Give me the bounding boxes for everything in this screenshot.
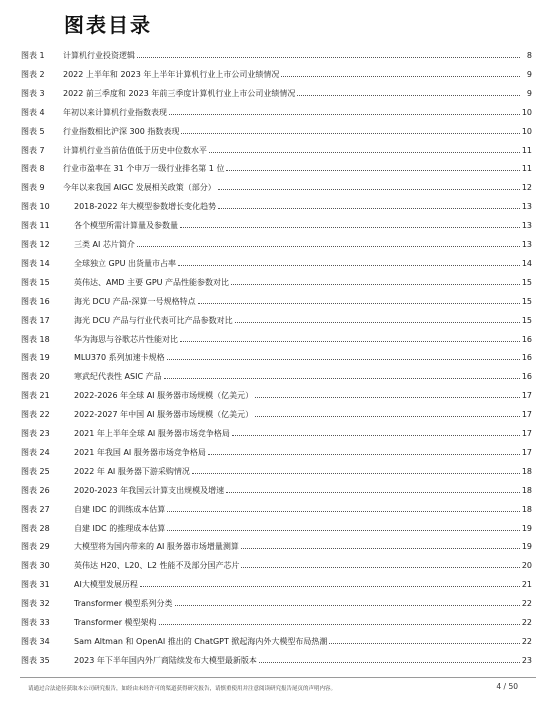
toc-entry-link[interactable] [74,559,532,573]
toc-entry-link[interactable] [74,540,532,554]
dot-leader [281,76,520,77]
toc-entry-title: 三类 AI 芯片简介 [74,240,135,249]
toc-page-number: 23 [521,655,532,665]
toc-page-number: 15 [521,296,532,306]
dot-leader [255,416,520,417]
toc-row[interactable] [0,370,556,384]
toc-figure-label: 图表 21 [21,391,50,401]
dot-leader [181,133,519,134]
toc-page-number: 12 [521,183,532,193]
toc-page-number: 19 [521,542,532,552]
toc-figure-label: 图表 9 [21,183,45,193]
toc-figure-label: 图表 16 [21,296,50,306]
toc-figure-label: 图表 12 [21,240,50,249]
toc-row[interactable] [0,654,556,668]
dot-leader [241,567,519,568]
dot-leader [209,152,520,153]
toc-figure-label: 图表 33 [21,618,50,627]
toc-figure-label: 图表 31 [21,580,50,590]
dot-leader [140,586,520,587]
toc-entry-title: Sam Altman 和 OpenAI 推出的 ChatGPT 掀起海内外大模型布局热潮 [74,636,328,646]
toc-page-number: 20 [521,561,532,571]
toc-row[interactable] [0,578,556,592]
dot-leader [329,643,519,644]
dot-leader [159,624,520,625]
toc-figure-label: 图表 22 [21,410,50,420]
toc-entry-title: 全球独立 GPU 出货量市占率 [74,258,176,268]
toc-page-number: 9 [526,69,532,79]
toc-figure-label: 图表 24 [21,447,50,457]
toc-entry-link[interactable] [74,578,532,592]
toc-row[interactable] [0,427,556,441]
toc-row[interactable] [0,162,556,176]
toc-entry-title: 英伟达、AMD 主要 GPU 产品性能参数对比 [74,277,230,287]
toc-figure-label: 图表 23 [21,429,50,438]
page-title: 图表目录 [64,13,152,37]
toc-page-number: 8 [526,51,532,60]
toc-entry-link[interactable] [74,635,532,649]
toc-entry-title: 计算机行业投资逻辑 [63,51,135,60]
toc-row[interactable] [0,49,556,63]
toc-row[interactable] [0,106,556,120]
toc-entry-title: 2021 年我国 AI 服务器市场竞争格局 [74,447,206,457]
dot-leader [297,95,520,96]
toc-entry-title: 自建 IDC 的训练成本估算 [74,504,166,514]
toc-figure-label: 图表 3 [21,88,45,98]
toc-entry-link[interactable] [74,389,532,403]
dot-leader [164,378,520,379]
toc-entry-link[interactable] [74,295,532,309]
toc-page-number: 13 [521,202,532,212]
toc-row[interactable] [0,144,556,158]
toc-page-number: 11 [521,164,532,174]
dot-leader [175,605,520,606]
toc-page-number: 14 [521,258,532,268]
toc-page-number: 9 [526,88,532,98]
toc-entry-title: 英伟达 H20、L20、L2 性能不及部分国产芯片 [74,561,240,571]
dot-leader [137,246,520,247]
toc-figure-label: 图表 32 [21,599,50,609]
toc-entry-title: 寒武纪代表性 ASIC 产品 [74,372,162,382]
toc-figure-label: 图表 4 [21,107,45,117]
dot-leader [192,473,520,474]
toc-page-number: 17 [521,447,532,457]
dot-leader [137,57,520,58]
toc-row[interactable] [0,351,556,365]
toc-entry-title: Transformer 模型架构 [74,618,157,627]
toc-entry-title: 2023 年下半年国内外厂商陆续发布大模型最新版本 [74,655,257,665]
toc-page-number: 21 [521,580,532,590]
toc-figure-label: 图表 35 [21,655,50,665]
toc-entry-title: 今年以来我国 AIGC 发展相关政策（部分） [63,183,216,193]
toc-page-number: 17 [521,429,532,438]
toc-figure-label: 图表 11 [21,221,50,231]
toc-entry-title: 2022-2027 年中国 AI 服务器市场规模（亿美元） [74,410,254,420]
dot-leader [167,359,520,360]
toc-entry-link[interactable] [74,446,532,460]
toc-row[interactable] [0,68,556,82]
dot-leader [226,492,520,493]
toc-row[interactable] [0,257,556,271]
toc-page-number: 18 [521,466,532,476]
toc-row[interactable] [0,522,556,536]
dot-leader [167,530,520,531]
toc-figure-label: 图表 19 [21,353,50,363]
toc-entry-link[interactable] [74,351,532,365]
toc-entry-title: 2022 前三季度和 2023 年前三季度计算机行业上市公司业绩情况 [63,88,296,98]
toc-entry-title: 行业市盈率在 31 个申万一级行业排名第 1 位 [63,164,225,174]
toc-entry-title: 年初以来计算机行业指数表现 [63,107,167,117]
toc-page-number: 22 [521,599,532,609]
toc-entry-link[interactable] [74,370,532,384]
toc-row[interactable] [0,559,556,573]
toc-entry-link[interactable] [74,238,532,252]
footer-divider [20,677,536,678]
toc-page-number: 17 [521,410,532,420]
toc-entry-link[interactable] [74,616,532,630]
dot-leader [235,322,520,323]
toc-entry-link[interactable] [74,219,532,233]
toc-entry-link[interactable] [74,333,532,347]
dot-leader [169,114,520,115]
toc-entry-title: 自建 IDC 的推理成本估算 [74,523,166,533]
toc-entry-link[interactable] [74,522,532,536]
toc-figure-label: 图表 28 [21,523,50,533]
toc-row[interactable] [0,181,556,195]
toc-page-number: 15 [521,315,532,325]
toc-entry-title: 计算机行业当前估值低于历史中位数水平 [63,145,207,155]
toc-row[interactable] [0,465,556,479]
toc-entry-title: 各个模型所需计算量及参数量 [74,221,178,231]
toc-page-number: 16 [521,334,532,344]
toc-row[interactable] [0,503,556,517]
toc-row[interactable] [0,635,556,649]
toc-figure-label: 图表 8 [21,164,45,174]
toc-page-number: 22 [521,618,532,627]
toc-figure-label: 图表 15 [21,277,50,287]
toc-row[interactable] [0,389,556,403]
toc-row[interactable] [0,540,556,554]
dot-leader [180,341,520,342]
toc-page-number: 19 [521,523,532,533]
toc-row[interactable] [0,616,556,630]
toc-entry-title: 2022 年 AI 服务器下游采购情况 [74,466,190,476]
toc-figure-label: 图表 7 [21,145,45,155]
toc-figure-label: 图表 2 [21,69,45,79]
toc-page-number: 13 [521,240,532,249]
toc-entry-title: AI大模型发展历程 [74,580,138,590]
toc-page-number: 11 [521,145,532,155]
toc-figure-label: 图表 17 [21,315,50,325]
dot-leader [180,227,520,228]
dot-leader [167,511,520,512]
toc-entry-link[interactable] [63,181,532,195]
toc-row[interactable] [0,200,556,214]
toc-entry-title: 2022 上半年和 2023 年上半年计算机行业上市公司业绩情况 [63,69,280,79]
toc-entry-title: 2022-2026 年全球 AI 服务器市场规模（亿美元） [74,391,254,401]
toc-figure-label: 图表 25 [21,466,50,476]
toc-row[interactable] [0,484,556,498]
toc-entry-link[interactable] [74,276,532,290]
toc-page-number: 16 [521,372,532,382]
toc-figure-label: 图表 20 [21,372,50,382]
toc-row[interactable] [0,295,556,309]
toc-entry-link[interactable] [74,503,532,517]
toc-row[interactable] [0,125,556,139]
toc-row[interactable] [0,314,556,328]
toc-page-number: 16 [521,353,532,363]
dot-leader [218,189,520,190]
toc-figure-label: 图表 1 [21,51,45,60]
toc-entry-title: 华为海思与谷歌芯片性能对比 [74,334,178,344]
toc-entry-title: 2020-2023 年我国云计算支出规模及增速 [74,485,225,495]
toc-figure-label: 图表 5 [21,126,45,136]
toc-entry-link[interactable] [74,465,532,479]
toc-page-number: 10 [521,126,532,136]
toc-figure-label: 图表 26 [21,485,50,495]
toc-entry-link[interactable] [63,87,532,101]
toc-row[interactable] [0,276,556,290]
toc-row[interactable] [0,238,556,252]
toc-entry-link[interactable] [74,484,532,498]
toc-entry-link[interactable] [74,314,532,328]
toc-entry-title: 2021 年上半年全球 AI 服务器市场竞争格局 [74,429,230,438]
dot-leader [255,397,520,398]
toc-entry-link[interactable] [74,654,532,668]
toc-page-number: 22 [521,636,532,646]
toc-row[interactable] [0,446,556,460]
toc-entry-link[interactable] [74,200,532,214]
toc-entry-title: 海光 DCU 产品与行业代表可比产品参数对比 [74,315,233,325]
toc-page-number: 18 [521,485,532,495]
toc-page-number: 15 [521,277,532,287]
toc-entry-title: Transformer 模型系列分类 [74,599,173,609]
toc-row[interactable] [0,597,556,611]
dot-leader [226,170,519,171]
toc-entry-link[interactable] [63,144,532,158]
toc-page-number: 18 [521,504,532,514]
dot-leader [231,284,520,285]
toc-entry-link[interactable] [74,257,532,271]
toc-page-number: 13 [521,221,532,231]
toc-figure-label: 图表 27 [21,504,50,514]
footer-disclaimer: 请通过合法途径获取本公司研究报告，如经由未经许可的渠道获得研究报告，请慎重使用并注意阅读研究报告尾页的声明内容。 [28,686,337,692]
dot-leader [208,454,520,455]
toc-entry-link[interactable] [63,68,532,82]
toc-entry-title: 海光 DCU 产品-深算一号规格特点 [74,296,196,306]
toc-page-number: 10 [521,107,532,117]
toc-figure-label: 图表 34 [21,636,50,646]
toc-entry-title: 行业指数相比沪深 300 指数表现 [63,126,180,136]
toc-entry-link[interactable] [74,597,532,611]
toc-page-number: 17 [521,391,532,401]
toc-figure-label: 图表 29 [21,542,50,552]
toc-entry-link[interactable] [74,427,532,441]
toc-row[interactable] [0,333,556,347]
toc-entry-link[interactable] [63,106,532,120]
toc-entry-title: MLU370 系列加速卡规格 [74,353,165,363]
dot-leader [241,548,520,549]
toc-row[interactable] [0,219,556,233]
dot-leader [218,208,520,209]
dot-leader [259,662,520,663]
toc-entry-link[interactable] [74,408,532,422]
toc-entry-title: 2018-2022 年大模型参数增长变化趋势 [74,202,217,212]
toc-entry-link[interactable] [63,162,532,176]
toc-figure-label: 图表 30 [21,561,50,571]
toc-figure-label: 图表 14 [21,258,50,268]
toc-figure-label: 图表 18 [21,334,50,344]
dot-leader [198,303,520,304]
toc-row[interactable] [0,408,556,422]
dot-leader [232,435,520,436]
toc-entry-link[interactable] [63,125,532,139]
toc-entry-link[interactable] [63,49,532,63]
toc-figure-label: 图表 10 [21,202,50,212]
toc-entry-title: 大模型将为国内带来的 AI 服务器市场增量测算 [74,542,239,552]
page-number: 4 / 50 [496,682,518,691]
toc-row[interactable] [0,87,556,101]
dot-leader [178,265,520,266]
